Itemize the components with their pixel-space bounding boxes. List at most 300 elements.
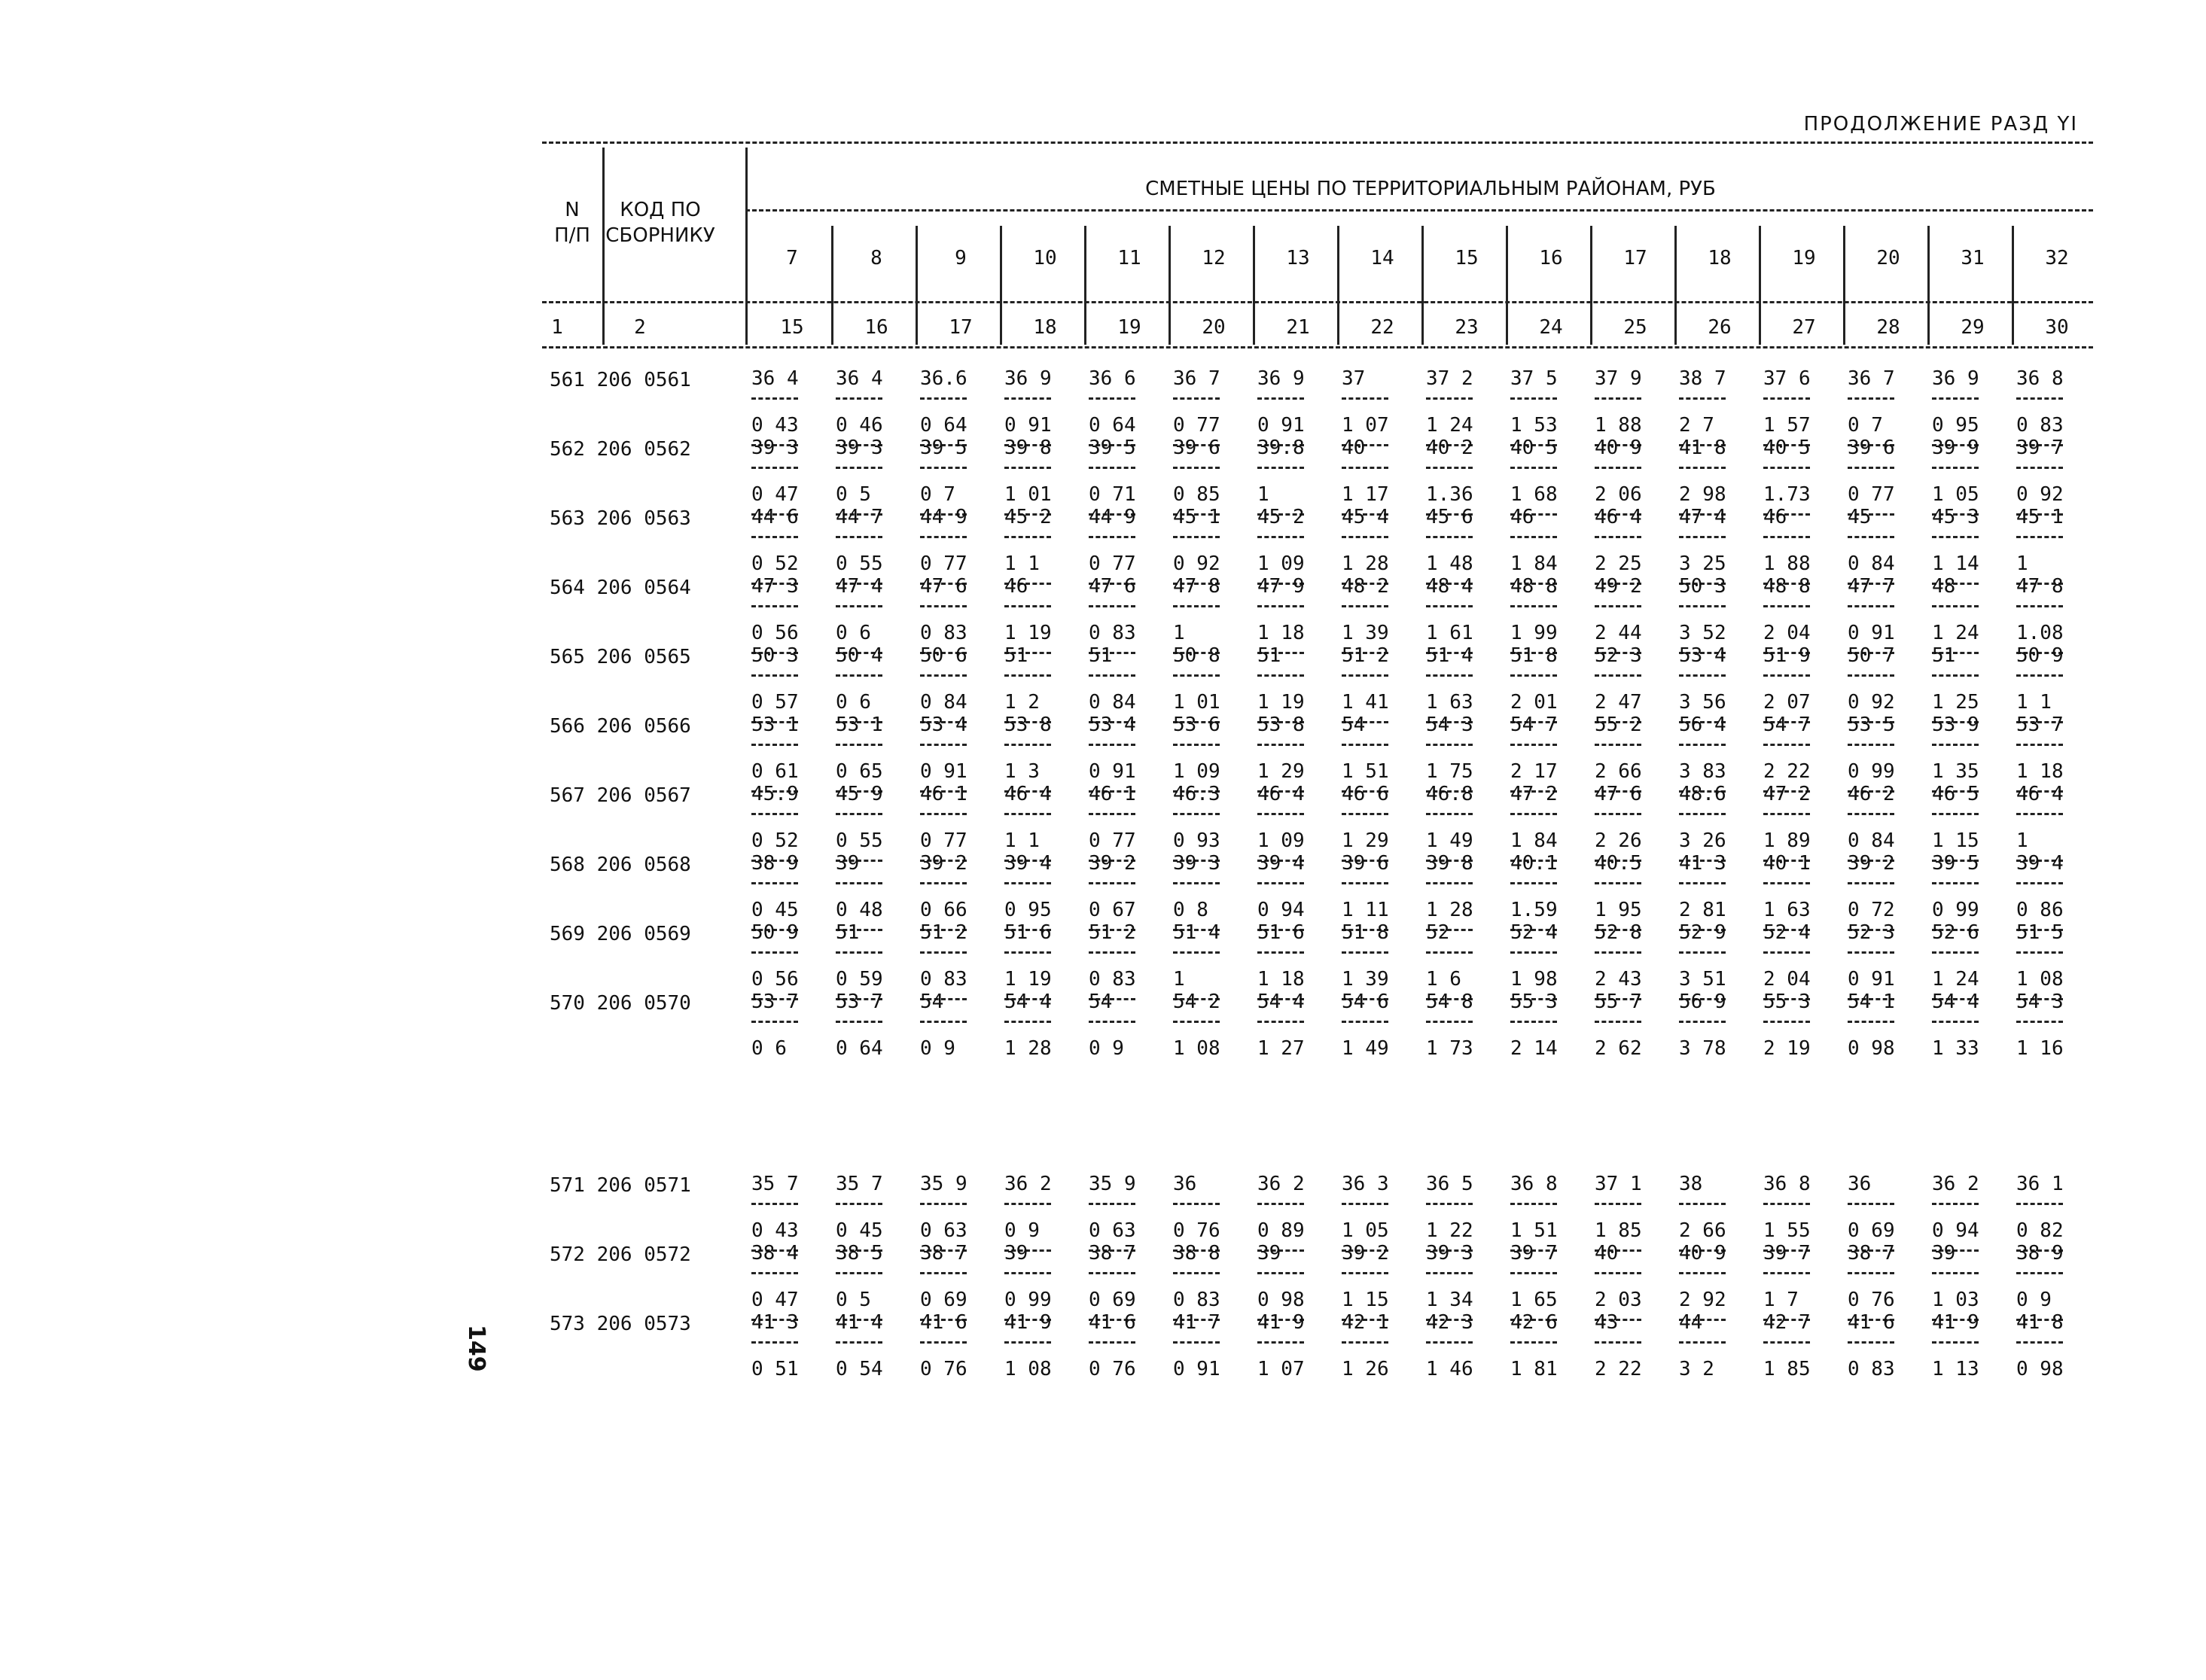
fraction-rule (1173, 744, 1220, 746)
fraction-rule (1173, 1021, 1220, 1023)
price-cell: 51 2 (920, 921, 967, 944)
fraction-rule (1932, 605, 1979, 607)
fraction-rule (1679, 605, 1726, 607)
price-cell: 0 46 (836, 414, 883, 437)
item-code: 571 206 0571 (550, 1174, 691, 1197)
fraction-rule (1510, 397, 1557, 400)
price-cell: 2 06 (1595, 483, 1642, 506)
price-cell: 35 9 (1089, 1173, 1136, 1195)
header-code: КОД ПО СБОРНИКУ (605, 199, 715, 247)
fraction-rule (920, 397, 967, 400)
region-divider (2012, 226, 2014, 345)
colnum-2: 2 (634, 316, 646, 339)
fraction-rule (1257, 536, 1304, 538)
fraction-rule (1679, 951, 1726, 954)
fraction-rule (1426, 1203, 1473, 1205)
price-cell: 1 53 (1510, 414, 1558, 437)
price-cell: 2 92 (1679, 1289, 1726, 1311)
price-cell: 0 89 (1257, 1219, 1305, 1242)
price-cell: 1 63 (1763, 899, 1811, 921)
price-cell: 51 (1257, 644, 1281, 667)
fraction-rule (920, 1021, 967, 1023)
fraction-rule (1679, 674, 1726, 677)
price-cell: 39 6 (1342, 852, 1389, 875)
price-cell: 37 9 (1595, 367, 1642, 390)
fraction-rule (1679, 1203, 1726, 1205)
fraction-rule (1595, 536, 1641, 538)
region-header-10: 10 (1033, 247, 1057, 269)
fraction-rule (1932, 951, 1979, 954)
fraction-rule (1089, 1341, 1135, 1344)
fraction-rule (1595, 1021, 1641, 1023)
price-cell: 39 3 (836, 437, 883, 459)
fraction-rule (1848, 744, 1894, 746)
price-cell: 36 3 (1342, 1173, 1389, 1195)
price-cell: 1 85 (1763, 1358, 1811, 1380)
price-cell: 0 71 (1089, 483, 1136, 506)
fraction-rule (1426, 951, 1473, 954)
price-cell: 44 6 (751, 506, 799, 528)
price-cell: 1 73 (1426, 1037, 1473, 1060)
fraction-rule (1089, 744, 1135, 746)
price-cell: 39 5 (1089, 437, 1136, 459)
region-divider (1000, 226, 1002, 345)
price-cell: 0 66 (920, 899, 967, 921)
price-cell: 48 8 (1510, 575, 1558, 598)
price-cell: 3 26 (1679, 829, 1726, 852)
fraction-rule (1763, 1203, 1810, 1205)
fraction-rule (1004, 744, 1051, 746)
price-cell: 54 1 (1848, 991, 1895, 1013)
fraction-rule (1004, 1341, 1051, 1344)
price-cell: 0 84 (1848, 829, 1895, 852)
fraction-rule (1763, 397, 1810, 400)
fraction-rule (1089, 397, 1135, 400)
price-cell: 53 8 (1004, 714, 1052, 736)
price-cell: 1 19 (1004, 968, 1052, 991)
price-cell: 0 83 (920, 968, 967, 991)
price-cell: 38 9 (2016, 1242, 2064, 1265)
price-cell: 0 86 (2016, 899, 2064, 921)
fraction-rule (2016, 813, 2063, 815)
price-cell: 36 2 (1004, 1173, 1052, 1195)
price-cell: 47 6 (1595, 783, 1642, 805)
fraction-rule (1173, 951, 1220, 954)
price-cell: 0 84 (1848, 552, 1895, 575)
fraction-rule (1932, 1021, 1979, 1023)
price-cell: 36 (1173, 1173, 1197, 1195)
price-cell: 1 03 (1932, 1289, 1979, 1311)
fraction-rule (751, 882, 798, 884)
price-cell: 36 9 (1932, 367, 1979, 390)
item-code: 561 206 0561 (550, 369, 691, 391)
fraction-rule (1510, 1341, 1557, 1344)
fraction-rule (836, 467, 882, 469)
item-code: 572 206 0572 (550, 1243, 691, 1266)
fraction-rule (1004, 813, 1051, 815)
fraction-rule (1679, 744, 1726, 746)
price-cell: 0 45 (836, 1219, 883, 1242)
price-cell: 0 98 (1257, 1289, 1305, 1311)
price-cell: 0 72 (1848, 899, 1895, 921)
fraction-rule (1763, 1021, 1810, 1023)
fraction-rule (1763, 674, 1810, 677)
price-cell: 52 4 (1510, 921, 1558, 944)
price-cell: 1 17 (1342, 483, 1389, 506)
item-code: 568 206 0568 (550, 854, 691, 876)
fraction-rule (1763, 951, 1810, 954)
price-cell: 39 7 (2016, 437, 2064, 459)
price-cell: 38 7 (1679, 367, 1726, 390)
price-cell: 2 01 (1510, 691, 1558, 714)
price-cell: 46 (1763, 506, 1787, 528)
price-cell: 0 95 (1004, 899, 1052, 921)
price-cell: 1 08 (2016, 968, 2064, 991)
price-cell: 47 3 (751, 575, 799, 598)
price-cell: 41 4 (836, 1311, 883, 1334)
fraction-rule (1932, 1341, 1979, 1344)
price-cell: 0 95 (1932, 414, 1979, 437)
price-cell: 53 1 (751, 714, 799, 736)
price-cell: 36 5 (1426, 1173, 1473, 1195)
fraction-rule (2016, 1021, 2063, 1023)
fraction-rule (1004, 1272, 1051, 1274)
price-cell: 1 3 (1004, 760, 1040, 783)
price-cell: 46 1 (920, 783, 967, 805)
fraction-rule (1932, 813, 1979, 815)
price-cell: 1 1 (1004, 552, 1040, 575)
price-cell: 46 (1004, 575, 1028, 598)
region-divider (1590, 226, 1592, 345)
fraction-rule (1173, 1341, 1220, 1344)
fraction-rule (751, 1021, 798, 1023)
price-cell: 41 9 (1004, 1311, 1052, 1334)
colnum-28: 28 (1876, 316, 1900, 339)
price-cell: 0 84 (920, 691, 967, 714)
price-cell: 2 66 (1595, 760, 1642, 783)
fraction-rule (1763, 467, 1810, 469)
item-code: 573 206 0573 (550, 1313, 691, 1335)
price-cell: 0 99 (1004, 1289, 1052, 1311)
region-header-13: 13 (1286, 247, 1310, 269)
group-title-rule (745, 209, 2093, 212)
price-cell: 53 4 (1679, 644, 1726, 667)
price-cell: 40 (1595, 1242, 1619, 1265)
region-header-7: 7 (786, 247, 798, 269)
price-cell: 2 43 (1595, 968, 1642, 991)
price-cell: 40 5 (1510, 437, 1558, 459)
region-divider (1759, 226, 1761, 345)
price-cell: 2 47 (1595, 691, 1642, 714)
price-cell: 2 44 (1595, 622, 1642, 644)
price-cell: 36 1 (2016, 1173, 2064, 1195)
price-cell: 46 (1510, 506, 1534, 528)
price-cell: 49 2 (1595, 575, 1642, 598)
price-cell: 1 08 (1004, 1358, 1052, 1380)
price-cell: 1 33 (1932, 1037, 1979, 1060)
price-cell: 0 5 (836, 1289, 871, 1311)
price-cell: 1 13 (1932, 1358, 1979, 1380)
price-cell: 51 6 (1257, 921, 1305, 944)
price-cell: 1 57 (1763, 414, 1811, 437)
price-cell: 3 52 (1679, 622, 1726, 644)
colnum-25: 25 (1623, 316, 1647, 339)
fraction-rule (920, 744, 967, 746)
header-bottom-rule (542, 346, 2093, 348)
fraction-rule (1426, 1021, 1473, 1023)
fraction-rule (1679, 467, 1726, 469)
price-cell: 47 2 (1763, 783, 1811, 805)
price-cell: 44 (1679, 1311, 1703, 1334)
price-cell: 1 99 (1510, 622, 1558, 644)
price-cell: 0 83 (1173, 1289, 1220, 1311)
price-cell: 46.8 (1426, 783, 1473, 805)
fraction-rule (1342, 674, 1388, 677)
fraction-rule (2016, 397, 2063, 400)
fraction-rule (1763, 1341, 1810, 1344)
colnum-23: 23 (1455, 316, 1479, 339)
fraction-rule (1932, 1272, 1979, 1274)
fraction-rule (1342, 1341, 1388, 1344)
region-header-19: 19 (1792, 247, 1816, 269)
price-cell: 1 95 (1595, 899, 1642, 921)
colnum-18: 18 (1033, 316, 1057, 339)
price-cell: 51 (1089, 644, 1113, 667)
fraction-rule (1510, 951, 1557, 954)
fraction-rule (1173, 536, 1220, 538)
fraction-rule (1089, 536, 1135, 538)
price-cell: 3 56 (1679, 691, 1726, 714)
price-cell: 39 4 (1004, 852, 1052, 875)
region-divider (1927, 226, 1930, 345)
price-cell: 50 6 (920, 644, 967, 667)
fraction-rule (1848, 605, 1894, 607)
price-cell: 39 6 (1173, 437, 1220, 459)
price-cell: 1.59 (1510, 899, 1558, 921)
price-cell: 1 01 (1173, 691, 1220, 714)
price-cell: 0 43 (751, 414, 799, 437)
price-cell: 54 8 (1426, 991, 1473, 1013)
fraction-rule (1848, 674, 1894, 677)
price-cell: 0 91 (1173, 1358, 1220, 1380)
price-cell: 3 51 (1679, 968, 1726, 991)
price-cell: 1 88 (1763, 552, 1811, 575)
price-cell: 53 4 (920, 714, 967, 736)
price-cell: 0 98 (1848, 1037, 1895, 1060)
price-cell: 56 9 (1679, 991, 1726, 1013)
price-cell: 53 9 (1932, 714, 1979, 736)
price-cell: 39 5 (1932, 852, 1979, 875)
fraction-rule (1342, 605, 1388, 607)
fraction-rule (1595, 674, 1641, 677)
price-cell: 50 9 (2016, 644, 2064, 667)
fraction-rule (1089, 467, 1135, 469)
price-cell: 0 59 (836, 968, 883, 991)
fraction-rule (836, 1341, 882, 1344)
fraction-rule (1426, 397, 1473, 400)
price-cell: 40 2 (1426, 437, 1473, 459)
fraction-rule (2016, 951, 2063, 954)
fraction-rule (1595, 951, 1641, 954)
colnum-21: 21 (1286, 316, 1310, 339)
price-cell: 46 4 (2016, 783, 2064, 805)
fraction-rule (1595, 813, 1641, 815)
price-cell: 0 61 (751, 760, 799, 783)
price-cell: 0 92 (1848, 691, 1895, 714)
price-cell: 47 4 (836, 575, 883, 598)
price-cell: 0 77 (1173, 414, 1220, 437)
price-cell: 0 83 (920, 622, 967, 644)
price-cell: 1 18 (1257, 968, 1305, 991)
region-header-9: 9 (955, 247, 967, 269)
fraction-rule (1089, 951, 1135, 954)
price-cell: 3 2 (1679, 1358, 1714, 1380)
fraction-rule (1679, 1272, 1726, 1274)
fraction-rule (1426, 744, 1473, 746)
price-cell: 1 25 (1932, 691, 1979, 714)
price-cell: 54 7 (1510, 714, 1558, 736)
region-divider (1169, 226, 1171, 345)
price-cell: 2 22 (1763, 760, 1811, 783)
fraction-rule (1004, 397, 1051, 400)
region-header-18: 18 (1708, 247, 1732, 269)
price-cell: 1 (1257, 483, 1269, 506)
price-cell: 45 1 (2016, 506, 2064, 528)
fraction-rule (1510, 1203, 1557, 1205)
price-cell: 41 3 (1679, 852, 1726, 875)
fraction-rule (2016, 536, 2063, 538)
fraction-rule (751, 674, 798, 677)
region-header-15: 15 (1455, 247, 1479, 269)
price-cell: 1 08 (1173, 1037, 1220, 1060)
price-cell: 1 1 (1004, 829, 1040, 852)
price-cell: 39 3 (751, 437, 799, 459)
price-cell: 0 9 (1004, 1219, 1040, 1242)
price-cell: 0 76 (920, 1358, 967, 1380)
price-cell: 0 91 (1848, 968, 1895, 991)
price-cell: 39 7 (1763, 1242, 1811, 1265)
fraction-rule (751, 813, 798, 815)
price-cell: 52 8 (1595, 921, 1642, 944)
fraction-rule (751, 1272, 798, 1274)
price-cell: 2 19 (1763, 1037, 1811, 1060)
price-cell: 50 4 (836, 644, 883, 667)
price-cell: 0 6 (836, 691, 871, 714)
fraction-rule (1089, 813, 1135, 815)
price-cell: 0 47 (751, 483, 799, 506)
colnum-17: 17 (949, 316, 973, 339)
price-cell: 0 64 (920, 414, 967, 437)
fraction-rule (1342, 397, 1388, 400)
price-cell: 1.36 (1426, 483, 1473, 506)
price-cell: 1 07 (1257, 1358, 1305, 1380)
price-cell: 51 8 (1510, 644, 1558, 667)
item-code: 569 206 0569 (550, 923, 691, 945)
fraction-rule (1848, 1203, 1894, 1205)
price-cell: 0 83 (1089, 968, 1136, 991)
fraction-rule (1089, 882, 1135, 884)
fraction-rule (1510, 467, 1557, 469)
price-cell: 44 9 (1089, 506, 1136, 528)
price-cell: 0 47 (751, 1289, 799, 1311)
fraction-rule (920, 1341, 967, 1344)
price-cell: 48 4 (1426, 575, 1473, 598)
price-cell: 1 65 (1510, 1289, 1558, 1311)
price-cell: 47 9 (1257, 575, 1305, 598)
price-cell: 48.6 (1679, 783, 1726, 805)
price-cell: 0 77 (1089, 829, 1136, 852)
price-cell: 38 (1679, 1173, 1703, 1195)
price-cell: 3 83 (1679, 760, 1726, 783)
price-cell: 0 52 (751, 552, 799, 575)
item-code: 563 206 0563 (550, 507, 691, 530)
price-cell: 0 91 (1004, 414, 1052, 437)
price-cell: 1 34 (1426, 1289, 1473, 1311)
fraction-rule (751, 536, 798, 538)
price-cell: 1 09 (1257, 552, 1305, 575)
price-cell: 54 2 (1173, 991, 1220, 1013)
colnum-30: 30 (2045, 316, 2069, 339)
price-cell: 39 8 (1426, 852, 1473, 875)
price-cell: 2 04 (1763, 622, 1811, 644)
region-divider (1843, 226, 1845, 345)
price-cell: 47 6 (1089, 575, 1136, 598)
colnum-22: 22 (1370, 316, 1394, 339)
price-cell: 38 5 (836, 1242, 883, 1265)
fraction-rule (1679, 397, 1726, 400)
price-cell: 1.73 (1763, 483, 1811, 506)
price-cell: 0 98 (2016, 1358, 2064, 1380)
price-cell: 0 55 (836, 552, 883, 575)
fraction-rule (1848, 882, 1894, 884)
colnum-20: 20 (1202, 316, 1226, 339)
fraction-rule (1004, 882, 1051, 884)
price-cell: 48 2 (1342, 575, 1389, 598)
price-cell: 1 24 (1426, 414, 1473, 437)
price-cell: 1 01 (1004, 483, 1052, 506)
price-cell: 0 99 (1932, 899, 1979, 921)
fraction-rule (836, 1272, 882, 1274)
region-header-31: 31 (1961, 247, 1985, 269)
price-cell: 35 7 (836, 1173, 883, 1195)
price-cell: 1 29 (1342, 829, 1389, 852)
price-cell: 0 8 (1173, 899, 1208, 921)
price-cell: 39 (1257, 1242, 1281, 1265)
price-cell: 0 99 (1848, 760, 1895, 783)
price-cell: 0 91 (1089, 760, 1136, 783)
item-code: 565 206 0565 (550, 646, 691, 668)
price-cell: 0 85 (1173, 483, 1220, 506)
fraction-rule (1426, 605, 1473, 607)
price-cell: 44 9 (920, 506, 967, 528)
region-header-8: 8 (870, 247, 882, 269)
colnum-24: 24 (1539, 316, 1563, 339)
fraction-rule (920, 1272, 967, 1274)
fraction-rule (1763, 605, 1810, 607)
price-cell: 35 9 (920, 1173, 967, 1195)
price-cell: 1 6 (1426, 968, 1461, 991)
fraction-rule (836, 1203, 882, 1205)
price-cell: 45 4 (1342, 506, 1389, 528)
price-cell: 39 (1004, 1242, 1028, 1265)
fraction-rule (2016, 882, 2063, 884)
price-cell: 0 57 (751, 691, 799, 714)
fraction-rule (1932, 536, 1979, 538)
price-cell: 36 8 (2016, 367, 2064, 390)
item-code: 567 206 0567 (550, 784, 691, 807)
fraction-rule (1510, 1272, 1557, 1274)
price-cell: 38 7 (920, 1242, 967, 1265)
